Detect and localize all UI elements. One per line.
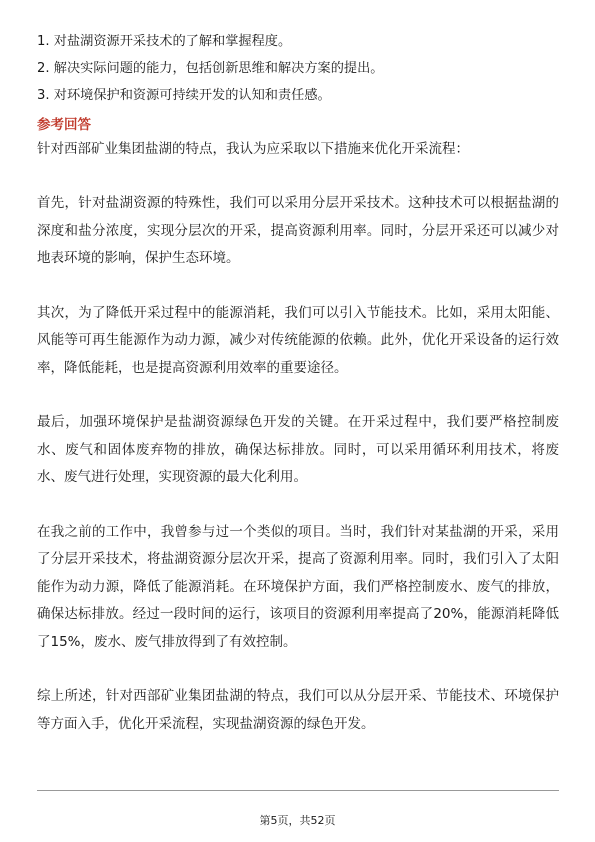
- criteria-item-1: 1. 对盐湖资源开采技术的了解和掌握程度。: [37, 34, 292, 49]
- paragraph-3: 最后，加强环境保护是盐湖资源绿色开发的关键。在开采过程中，我们要严格控制废水、废气和固体废弃物的排放，确保达标排放。同时，可以采用循环利用技术，将废水、废气进行处理，实现资源的最大化利用。: [37, 414, 559, 485]
- criteria-item-3: 3. 对环境保护和资源可持续开发的认知和责任感。: [37, 88, 331, 103]
- paragraph-1: 首先，针对盐湖资源的特殊性，我们可以采用分层开采技术。这种技术可以根据盐湖的深度和盐分浓度，实现分层次的开采，提高资源利用率。同时，分层开采还可以减少对地表环境的影响，保护生态环境。: [37, 195, 559, 266]
- paragraph-2: 其次，为了降低开采过程中的能源消耗，我们可以引入节能技术。比如，采用太阳能、风能等可再生能源作为动力源，减少对传统能源的依赖。此外，优化开采设备的运行效率，降低能耗，也是提高资源利用效率的重要途径。: [37, 304, 559, 376]
- footer-divider: [37, 790, 559, 791]
- paragraph-4: 在我之前的工作中，我曾参与过一个类似的项目。当时，我们针对某盐湖的开采，采用了分层开采技术，将盐湖资源分层次开采，提高了资源利用率。同时，我们引入了太阳能作为动力源，降低了能源消耗。在环境保护方面，我们严格控制废水、废气的排放，确保达标排放。经过一段时间的运行，该项目的资源利用率提高了20%，能源消耗降低了15%，废水、废气排放得到了有效控制。: [37, 523, 559, 650]
- paragraph-5: 综上所述，针对西部矿业集团盐湖的特点，我们可以从分层开采、节能技术、环境保护等方面入手，优化开采流程，实现盐湖资源的绿色开发。: [37, 688, 559, 732]
- criteria-item-2: 2. 解决实际问题的能力，包括创新思维和解决方案的提出。: [37, 61, 384, 76]
- answer-intro: 针对西部矿业集团盐湖的特点，我认为应采取以下措施来优化开采流程：: [37, 141, 469, 157]
- answer-heading: 参考回答: [37, 117, 91, 133]
- page-number: 第5页，共52页: [259, 814, 336, 827]
- page-content: [37, 28, 559, 765]
